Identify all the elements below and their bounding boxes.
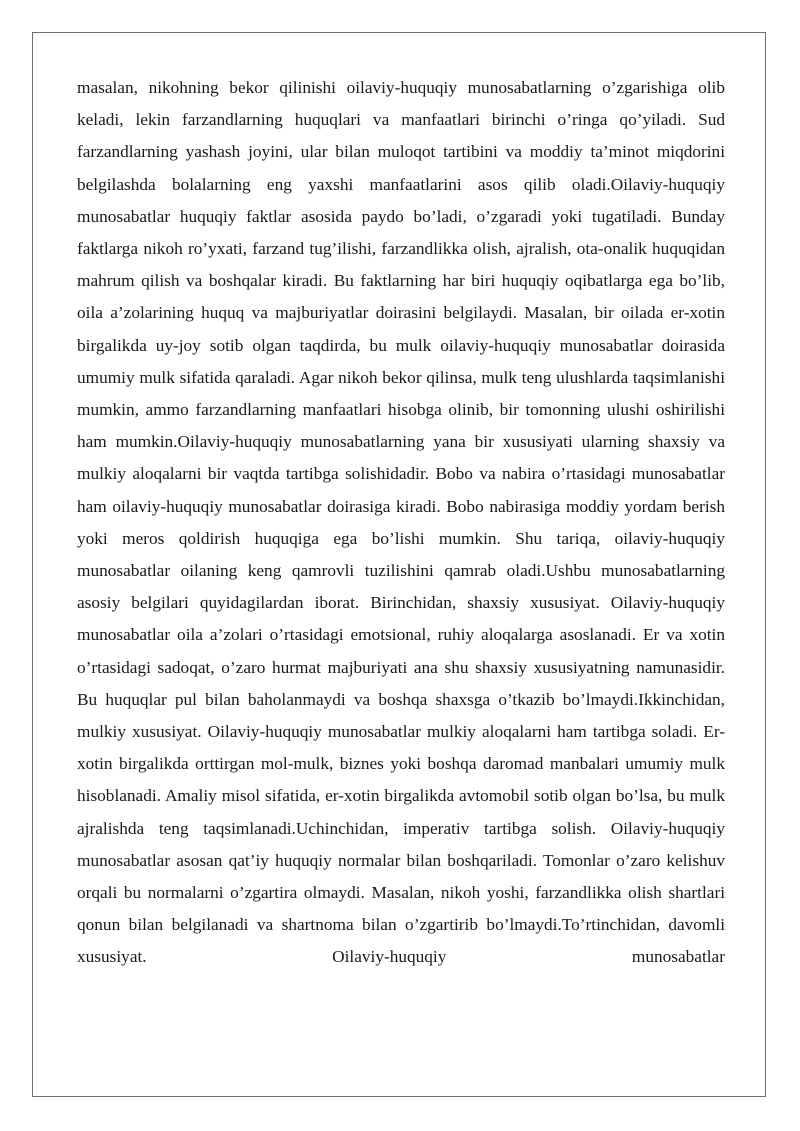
body-paragraph: masalan, nikohning bekor qilinishi oilaviy-huquqiy munosabatlarning o’zgarishiga olib keladi, lekin farzandlarning huquqlari va manfaatlari birinchi o’ringa qo’yiladi. Sud farzandlarning yashash joyini, ular bilan muloqot tartibini va moddiy ta’minot miqdorini belgilashda bolalarning eng yaxshi manfaatlarini asos qilib oladi.Oilaviy-huquqiy munosabatlar huquqiy faktlar asosida paydo bo’ladi, o’zgaradi yoki tugatiladi. Bunday faktlarga nikoh ro’yxati, farzand tug’ilishi, farzandlikka olish, ajralish, ota-onalik huquqidan mahrum qilish va boshqalar kiradi. Bu faktlarning har biri huquqiy oqibatlarga ega bo’lib, oila a’zolarining huquq va majburiyatlar doirasini belgilaydi. Masalan, bir oilada er-xotin birgalikda uy-joy sotib olgan taqdirda, bu mulk oilaviy-huquqiy munosabatlar doirasida umumiy mulk sifatida qaraladi. Agar nikoh bekor qilinsa, mulk teng ulushlarda taqsimlanishi mumkin, ammo farzandlarning manfaatlari hisobga olinib, bir tomonning ulushi oshirilishi ham mumkin.Oilaviy-huquqiy munosabatlarning yana bir xususiyati ularning shaxsiy va mulkiy aloqalarni bir vaqtda tartibga solishidadir. Bobo va nabira o’rtasidagi munosabatlar ham oilaviy-huquqiy munosabatlar doirasiga kiradi. Bobo nabirasiga moddiy yordam berish yoki meros qoldirish huquqiga ega bo’lishi mumkin. Shu tariqa, oilaviy-huquqiy munosabatlar oilaning keng qamrovli tuzilishini qamrab oladi.Ushbu munosabatlarning asosiy belgilari quyidagilardan iborat. Birinchidan, shaxsiy xususiyat. Oilaviy-huquqiy munosabatlar oila a’zolari o’rtasidagi emotsional, ruhiy aloqalarga asoslanadi. Er va xotin o’rtasidagi sadoqat, o’zaro hurmat majburiyati ana shu shaxsiy xususiyatning namunasidir. Bu huquqlar pul bilan baholanmaydi va boshqa shaxsga o’tkazib bo’lmaydi.Ikkinchidan, mulkiy xususiyat. Oilaviy-huquqiy munosabatlar mulkiy aloqalarni ham tartibga soladi. Er-xotin birgalikda orttirgan mol-mulk, biznes yoki boshqa daromad manbalari umumiy mulk hisoblanadi. Amaliy misol sifatida, er-xotin birgalikda avtomobil sotib olgan bo’lsa, bu mulk ajralishda teng taqsimlanadi.Uchinchidan, imperativ tartibga solish. Oilaviy-huquqiy munosabatlar asosan qat’iy huquqiy normalar bilan boshqariladi. Tomonlar o’zaro kelishuv orqali bu normalarni o’zgartira olmaydi. Masalan, nikoh yoshi, farzandlikka olish shartlari qonun bilan belgilanadi va shartnoma bilan o’zgartirib bo’lmaydi.To’rtinchidan, davomli xususiyat. Oilaviy-huquqiy munosabatlar [77,78,725,967]
